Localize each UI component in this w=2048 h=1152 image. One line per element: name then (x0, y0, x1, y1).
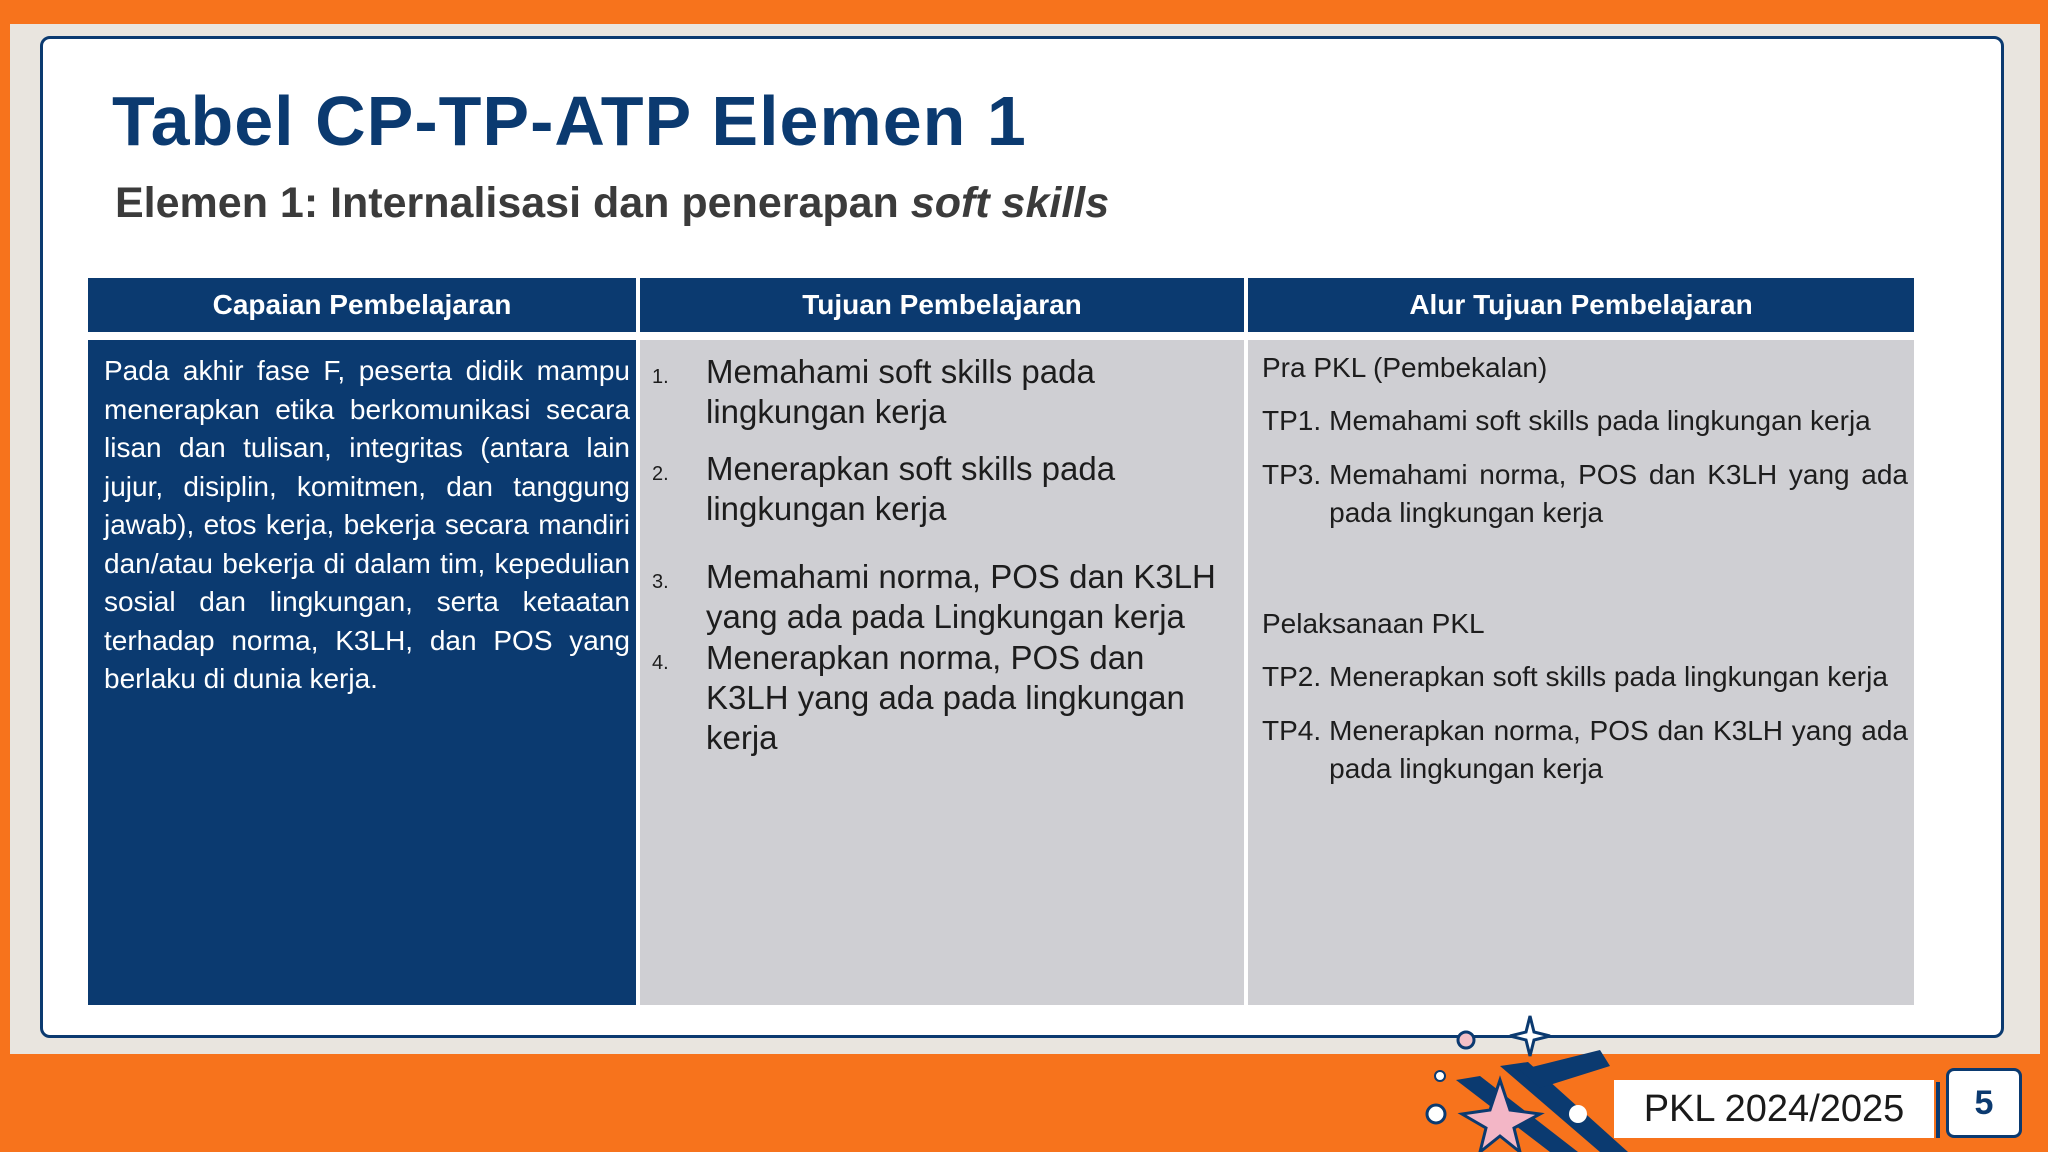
tp-number: 1. (652, 366, 669, 388)
subtitle-italic: soft skills (910, 179, 1110, 227)
atp-text: Memahami norma, POS dan K3LH yang ada pada lingkungan kerja (1329, 459, 1908, 528)
tp-number: 2. (652, 463, 669, 485)
cell-tujuan (640, 340, 1244, 1005)
atp-pelaksanaan-heading: Pelaksanaan PKL (1262, 608, 1485, 639)
atp-code: TP3. (1262, 459, 1322, 490)
header-capaian: Capaian Pembelajaran (88, 278, 636, 332)
footer-divider (1936, 1082, 1940, 1138)
atp-item (1262, 658, 1908, 696)
footer-year-label: PKL 2024/2025 (1614, 1080, 1934, 1138)
cell-capaian (88, 340, 636, 1005)
header-alur: Alur Tujuan Pembelajaran (1248, 278, 1914, 332)
cell-alur (1248, 340, 1914, 1005)
tp-number: 4. (652, 652, 669, 674)
atp-item (1262, 402, 1908, 440)
star-decoration-icon (1400, 1010, 1640, 1152)
tp-text: Memahami soft skills pada lingkungan kerja (706, 353, 1095, 430)
atp-item (1262, 712, 1908, 788)
subtitle-text: Elemen 1: Internalisasi dan penerapan (115, 179, 911, 227)
atp-text: Menerapkan soft skills pada lingkungan kerja (1329, 661, 1888, 692)
header-tujuan: Tujuan Pembelajaran (640, 278, 1244, 332)
atp-text: Memahami soft skills pada lingkungan kerja (1329, 405, 1871, 436)
tp-text: Menerapkan soft skills pada lingkungan kerja (706, 450, 1116, 527)
tp-text: Memahami norma, POS dan K3LH yang ada pada Lingkungan kerja (706, 558, 1216, 635)
tp-text: Menerapkan norma, POS dan K3LH yang ada pada lingkungan kerja (706, 639, 1185, 756)
cp-tp-atp-table (88, 278, 1914, 1005)
atp-code: TP1. (1262, 405, 1322, 436)
atp-text: Menerapkan norma, POS dan K3LH yang ada pada lingkungan kerja (1329, 715, 1908, 784)
capaian-text: Pada akhir fase F, peserta didik mampu menerapkan etika berkomunikasi secara lisan dan tulisan, integritas (antara lain jujur, disiplin, komitmen, dan tanggung jawab), etos kerja, bekerja secara mandiri dan/atau bekerja di dalam tim, kepedulian sosial dan lingkungan, serta ketaatan terhadap norma, K3LH, dan POS yang berlaku di dunia kerja. (104, 355, 630, 694)
slide-title: Tabel CP-TP-ATP Elemen 1 (112, 82, 1027, 160)
atp-code: TP4. (1262, 715, 1322, 746)
slide-subtitle (115, 179, 1110, 227)
atp-pra-heading: Pra PKL (Pembekalan) (1262, 352, 1548, 383)
tp-number: 3. (652, 571, 669, 593)
atp-item (1262, 456, 1908, 532)
atp-code: TP2. (1262, 661, 1322, 692)
page-number: 5 (1946, 1068, 2022, 1138)
